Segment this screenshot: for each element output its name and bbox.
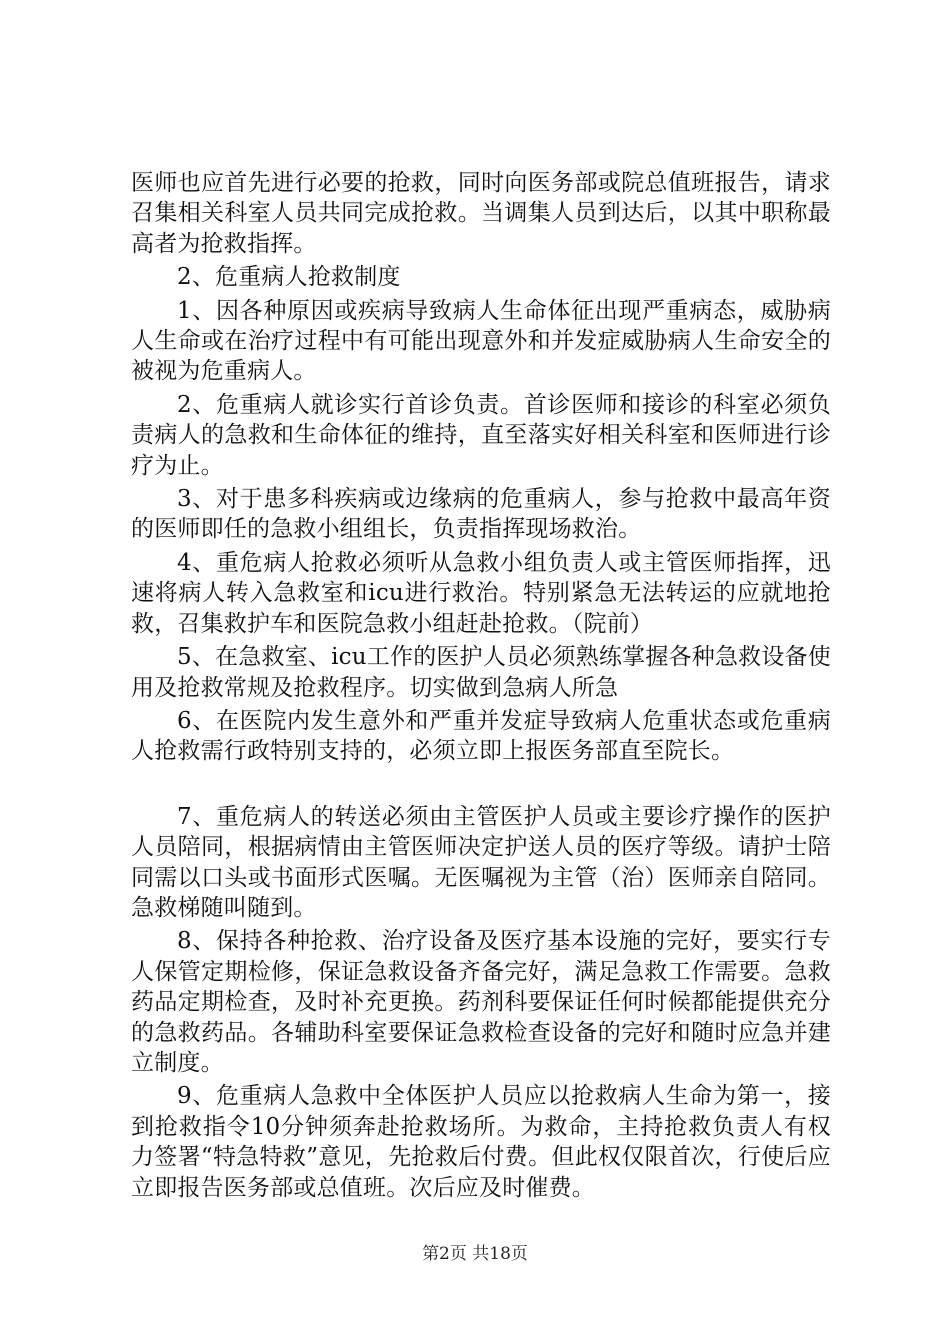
section-heading: 2、危重病人抢救制度 xyxy=(177,264,401,291)
paragraph-item-9: 9、危重病人急救中全体医护人员应以抢救病人生命为第一，接到抢救指令10分钟须奔赴抢救场所。为救命，主持抢救负责人有权力签署“特急特救”意见，先抢救后付费。但此权仅限首次，行使后应立即报告医务部或总值班。次后应及时催费。 xyxy=(131,1083,831,1201)
paragraph-continuation: 医师也应首先进行必要的抢救，同时向医务部或院总值班报告，请求召集相关科室人员共同完成抢救。当调集人员到达后，以其中职称最高者为抢救指挥。 xyxy=(131,170,831,257)
paragraph-item-3: 3、对于患多科疾病或边缘病的危重病人，参与抢救中最高年资的医师即任的急救小组组长，负责指挥现场救治。 xyxy=(131,486,831,543)
paragraph-item-1: 1、因各种原因或疾病导致病人生命体征出现严重病态，威胁病人生命或在治疗过程中有可能出现意外和并发症威胁病人生命安全的被视为危重病人。 xyxy=(131,297,831,385)
paragraph-item-8: 8、保持各种抢救、治疗设备及医疗基本设施的完好，要实行专人保管定期检修，保证急救设备齐备完好，满足急救工作需要。急救药品定期检查，及时补充更换。药剂科要保证任何时候都能提供充分的急救药品。各辅助科室要保证急救检查设备的完好和随时应急并建立制度。 xyxy=(131,928,831,1076)
page-number-footer: 第2页 共18页 xyxy=(422,1244,528,1264)
paragraph-spacer xyxy=(131,770,831,802)
paragraph-item-6: 6、在医院内发生意外和严重并发症导致病人危重状态或危重病人抢救需行政特别支持的，必须立即上报医务部直至院长。 xyxy=(131,707,831,765)
document-body xyxy=(131,168,831,1206)
paragraph-item-4: 4、重危病人抢救必须听从急救小组负责人或主管医师指挥，迅速将病人转入急救室和icu进行救治。特别紧急无法转运的应就地抢救，召集救护车和医院急救小组赶赴抢救。（院前） xyxy=(131,549,831,637)
paragraph-item-7: 7、重危病人的转送必须由主管医护人员或主要诊疗操作的医护人员陪同，根据病情由主管医师决定护送人员的医疗等级。请护士陪同需以口头或书面形式医嘱。无医嘱视为主管（治）医师亲自陪同。急救梯随叫随到。 xyxy=(131,803,831,921)
paragraph-item-2: 2、危重病人就诊实行首诊负责。首诊医师和接诊的科室必须负责病人的急救和生命体征的维持，直至落实好相关科室和医师进行诊疗为止。 xyxy=(131,391,831,479)
paragraph-item-5: 5、在急救室、icu工作的医护人员必须熟练掌握各种急救设备使用及抢救常规及抢救程序。切实做到急病人所急 xyxy=(131,644,831,701)
